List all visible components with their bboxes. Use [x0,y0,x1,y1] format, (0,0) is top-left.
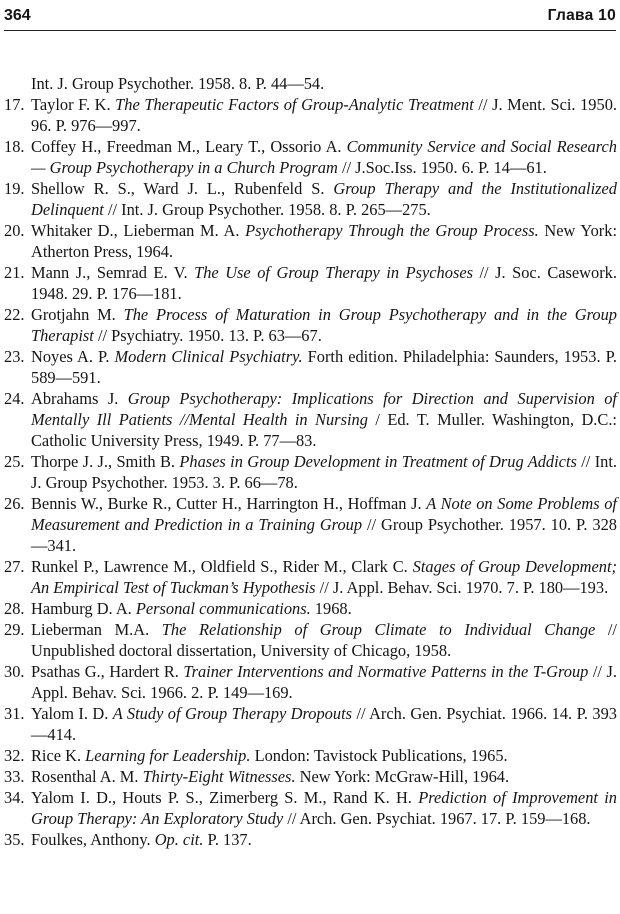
reference-title: Trainer Interventions and Normative Patterns in the T-Group [183,662,589,681]
reference-title: Prediction of Improvement in Group Therapy: An Exploratory Study [31,788,617,828]
reference-title: Psychotherapy Through the Group Process. [245,221,539,240]
reference-source: 1968. [310,599,352,618]
reference-authors: Mann J., Semrad E. V. [31,263,195,282]
reference-authors: Rice K. [31,746,86,765]
reference-number: 18. [4,137,25,156]
reference-number: 23. [4,347,25,366]
reference-source: // J. Ment. Sci. 1950. 96. P. 976—997. [31,95,617,135]
reference-title: Personal communications. [135,599,311,618]
reference-source: // Int. J. Group Psychother. 1953. 3. P. 66—78. [31,452,617,492]
reference-number: 32. [4,746,25,765]
reference-number: 21. [4,263,25,282]
reference-item [0,304,620,346]
reference-source: Forth edition. Philadelphia: Saunders, 1953. P. 589—591. [31,347,617,387]
reference-item [0,493,620,556]
reference-item [0,787,620,829]
reference-number: 26. [4,494,25,513]
reference-source: // Unpublished doctoral dissertation, University of Chicago, 1958. [31,620,617,660]
reference-number: 19. [4,179,25,198]
reference-authors: Taylor F. K. [31,95,116,114]
reference-source: // Psychiatry. 1950. 13. P. 63—67. [93,326,322,345]
reference-source: London: Tavistock Publications, 1965. [250,746,508,765]
reference-number: 28. [4,599,25,618]
reference-authors: Rosenthal A. M. [31,767,143,786]
reference-title: Phases in Group Development in Treatment of Drug Addicts [179,452,577,471]
reference-title: Community Service and Social Research— Group Psychotherapy in a Church Program [31,137,617,177]
reference-source: // Arch. Gen. Psychiat. 1966. 14. P. 393—414. [31,704,617,744]
reference-source: // J. Appl. Behav. Sci. 1970. 7. P. 180—193. [315,578,609,597]
reference-source: // Int. J. Group Psychother. 1958. 8. P. 265—275. [103,200,431,219]
reference-title: The Use of Group Therapy in Psychoses [194,263,473,282]
reference-authors: Thorpe J. J., Smith B. [31,452,180,471]
reference-title: The Relationship of Group Climate to Individual Change [161,620,596,639]
reference-item [0,388,620,451]
reference-source: P. 137. [203,830,252,849]
reference-item [0,451,620,493]
reference-title: Learning for Leadership. [85,746,251,765]
reference-number: 27. [4,557,25,576]
reference-source: / Ed. T. Muller. Washington, D.C.: Catholic University Press, 1949. P. 77—83. [31,410,617,450]
reference-entries [0,94,620,850]
reference-item [0,346,620,388]
reference-item [0,220,620,262]
reference-item [0,703,620,745]
reference-number: 34. [4,788,25,807]
reference-source: New York: McGraw-Hill, 1964. [295,767,510,786]
reference-number: 22. [4,305,25,324]
reference-item [0,178,620,220]
reference-authors: Psathas G., Hardert R. [31,662,184,681]
reference-authors: Foulkes, Anthony. [31,830,155,849]
chapter-label: Глава 10 [547,7,616,24]
reference-number: 30. [4,662,25,681]
reference-item [0,619,620,661]
reference-authors: Bennis W., Burke R., Cutter H., Harrington H., Hoffman J. [31,494,427,513]
reference-number: 33. [4,767,25,786]
page-number: 364 [4,7,31,24]
reference-authors: Grotjahn M. [31,305,124,324]
reference-source: // J. Soc. Casework. 1948. 29. P. 176—181. [31,263,617,303]
reference-authors: Noyes A. P. [31,347,115,366]
reference-authors: Hamburg D. A. [31,599,136,618]
reference-authors: Shellow R. S., Ward J. L., Rubenfeld S. [31,179,334,198]
reference-item [0,745,620,766]
reference-title: Group Therapy and the Institutionalized Delinquent [31,179,617,219]
reference-source: // J.Soc.Iss. 1950. 6. P. 14—61. [337,158,547,177]
reference-number: 35. [4,830,25,849]
reference-authors: Abrahams J. [31,389,128,408]
reference-authors: Runkel P., Lawrence M., Oldfield S., Rider M., Clark C. [31,557,413,576]
reference-authors: Yalom I. D., Houts P. S., Zimerberg S. M., Rand K. H. [31,788,419,807]
reference-source: New York: Atherton Press, 1964. [31,221,618,261]
reference-title: Modern Clinical Psychiatry. [114,347,303,366]
reference-title: The Process of Maturation in Group Psychotherapy and in the Group Therapist [31,305,617,345]
reference-title: The Therapeutic Factors of Group-Analytic Treatment [115,95,474,114]
reference-number: 24. [4,389,25,408]
reference-continuation: Int. J. Group Psychother. 1958. 8. P. 44—54. [31,74,325,93]
running-head [4,4,616,31]
reference-title: A Note on Some Problems of Measurement and Prediction in a Training Group [31,494,617,534]
reference-item [0,829,620,850]
reference-item [0,556,620,598]
reference-item [0,262,620,304]
reference-item [0,661,620,703]
reference-title: Stages of Group Development; An Empirical Test of Tuckman’s Hypothesis [31,557,617,597]
reference-title: Group Psychotherapy: Implications for Direction and Supervision of Mentally Ill Patients //Mental Health in Nursing [31,389,617,429]
reference-list [0,73,620,850]
reference-title: Thirty-Eight Witnesses. [142,767,296,786]
reference-number: 31. [4,704,25,723]
reference-authors: Yalom I. D. [31,704,113,723]
reference-number: 20. [4,221,25,240]
reference-title: Op. cit. [154,830,204,849]
reference-authors: Coffey H., Freedman M., Leary T., Ossorio A. [31,137,347,156]
reference-title: A Study of Group Therapy Dropouts [112,704,353,723]
reference-authors: Lieberman M.A. [31,620,162,639]
reference-source: // Group Psychother. 1957. 10. P. 328—341. [31,515,617,555]
reference-number: 17. [4,95,25,114]
reference-item [0,136,620,178]
reference-source: // J. Appl. Behav. Sci. 1966. 2. P. 149—169. [31,662,617,702]
reference-authors: Whitaker D., Lieberman M. A. [31,221,246,240]
reference-item [0,766,620,787]
reference-item [0,94,620,136]
reference-number: 25. [4,452,25,471]
reference-item [0,598,620,619]
reference-number: 29. [4,620,25,639]
reference-source: // Arch. Gen. Psychiat. 1967. 17. P. 159—168. [283,809,591,828]
